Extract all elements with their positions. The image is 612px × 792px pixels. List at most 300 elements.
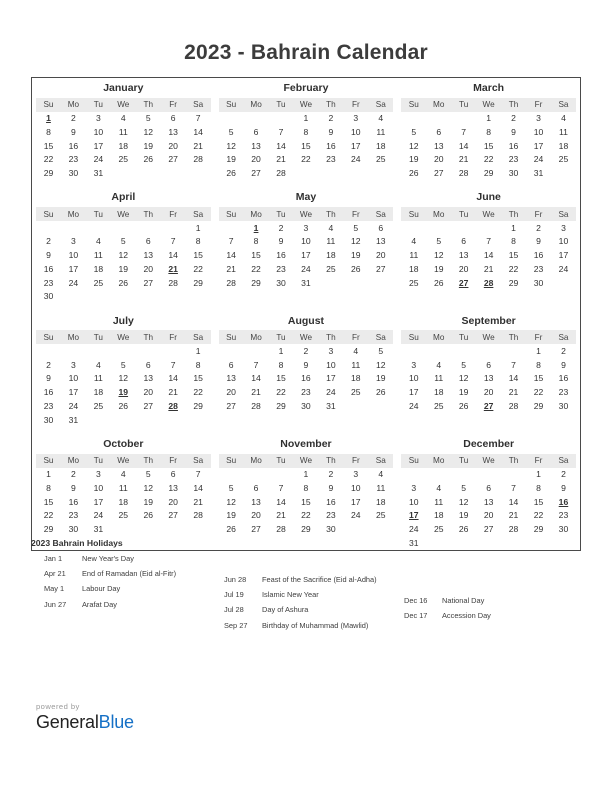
day-cell-july-17[interactable]: 17 — [68, 387, 79, 398]
day-cell-july-10[interactable]: 10 — [68, 373, 79, 384]
day-cell-may-3[interactable]: 3 — [303, 222, 309, 233]
day-cell-july-13[interactable]: 13 — [143, 373, 153, 384]
day-cell-october-26[interactable]: 26 — [143, 510, 153, 521]
day-cell-november-29[interactable]: 29 — [301, 524, 311, 535]
day-cell-may-5[interactable]: 5 — [353, 222, 359, 233]
day-cell-july-12[interactable]: 12 — [118, 373, 129, 384]
day-cell-september-7[interactable]: 7 — [511, 359, 516, 370]
day-cell-october-12[interactable]: 12 — [143, 482, 153, 493]
day-cell-november-27[interactable]: 27 — [251, 524, 261, 535]
day-cell-november-19[interactable]: 19 — [226, 510, 236, 521]
day-cell-july-11[interactable]: 11 — [93, 373, 103, 384]
day-cell-november-22[interactable]: 22 — [301, 510, 311, 521]
day-cell-january-6[interactable]: 6 — [170, 113, 176, 124]
day-cell-august-18[interactable]: 18 — [351, 373, 361, 384]
day-cell-march-30[interactable]: 30 — [508, 168, 519, 179]
day-cell-august-7[interactable]: 7 — [253, 359, 259, 370]
day-cell-may-31[interactable]: 31 — [301, 277, 311, 288]
day-cell-september-23[interactable]: 23 — [558, 387, 569, 398]
day-cell-december-13[interactable]: 13 — [483, 496, 494, 507]
day-cell-april-3[interactable]: 3 — [71, 236, 76, 247]
day-cell-november-25[interactable]: 25 — [376, 510, 386, 521]
day-cell-april-1[interactable]: 1 — [195, 222, 201, 233]
day-cell-april-11[interactable]: 11 — [93, 250, 103, 261]
day-cell-march-22[interactable]: 22 — [483, 154, 494, 165]
day-cell-january-15[interactable]: 15 — [43, 140, 54, 151]
day-cell-june-2[interactable]: 2 — [536, 222, 541, 233]
day-cell-december-23[interactable]: 23 — [558, 510, 569, 521]
day-cell-september-16[interactable]: 16 — [558, 373, 569, 384]
day-cell-holiday-january-1[interactable]: 1 — [46, 113, 51, 124]
day-cell-april-8[interactable]: 8 — [195, 236, 201, 247]
day-cell-june-10[interactable]: 10 — [558, 236, 569, 247]
day-cell-june-13[interactable]: 13 — [458, 250, 469, 261]
day-cell-october-11[interactable]: 11 — [118, 482, 128, 493]
day-cell-april-27[interactable]: 27 — [143, 277, 153, 288]
day-cell-november-4[interactable]: 4 — [378, 469, 384, 480]
day-cell-may-4[interactable]: 4 — [328, 222, 334, 233]
day-cell-october-30[interactable]: 30 — [68, 524, 79, 535]
day-cell-holiday-july-19[interactable]: 19 — [118, 387, 129, 398]
day-cell-december-20[interactable]: 20 — [483, 510, 494, 521]
day-cell-september-19[interactable]: 19 — [458, 387, 469, 398]
day-cell-december-29[interactable]: 29 — [533, 524, 544, 535]
day-cell-november-30[interactable]: 30 — [326, 524, 336, 535]
day-cell-december-26[interactable]: 26 — [458, 524, 469, 535]
day-cell-june-24[interactable]: 24 — [558, 263, 569, 274]
day-cell-march-23[interactable]: 23 — [508, 154, 519, 165]
day-cell-august-13[interactable]: 13 — [226, 373, 236, 384]
day-cell-october-13[interactable]: 13 — [168, 482, 178, 493]
day-cell-may-8[interactable]: 8 — [253, 236, 259, 247]
day-cell-august-8[interactable]: 8 — [278, 359, 284, 370]
day-cell-june-8[interactable]: 8 — [511, 236, 516, 247]
day-cell-january-29[interactable]: 29 — [43, 168, 54, 179]
day-cell-february-11[interactable]: 11 — [376, 126, 386, 137]
day-cell-july-9[interactable]: 9 — [46, 373, 51, 384]
day-cell-june-9[interactable]: 9 — [536, 236, 541, 247]
day-cell-september-28[interactable]: 28 — [508, 400, 519, 411]
day-cell-february-16[interactable]: 16 — [326, 140, 336, 151]
day-cell-march-26[interactable]: 26 — [409, 168, 419, 179]
day-cell-may-6[interactable]: 6 — [378, 222, 384, 233]
day-cell-october-29[interactable]: 29 — [43, 524, 54, 535]
day-cell-january-9[interactable]: 9 — [71, 126, 76, 137]
day-cell-holiday-december-17[interactable]: 17 — [409, 510, 419, 521]
day-cell-march-5[interactable]: 5 — [411, 126, 417, 137]
day-cell-october-1[interactable]: 1 — [46, 469, 51, 480]
day-cell-january-20[interactable]: 20 — [168, 140, 178, 151]
day-cell-june-4[interactable]: 4 — [411, 236, 417, 247]
day-cell-october-15[interactable]: 15 — [43, 496, 54, 507]
day-cell-september-3[interactable]: 3 — [411, 359, 417, 370]
day-cell-march-31[interactable]: 31 — [533, 168, 544, 179]
day-cell-february-1[interactable]: 1 — [303, 113, 309, 124]
day-cell-november-8[interactable]: 8 — [303, 482, 309, 493]
day-cell-february-17[interactable]: 17 — [351, 140, 361, 151]
day-cell-august-14[interactable]: 14 — [251, 373, 261, 384]
day-cell-december-4[interactable]: 4 — [436, 482, 442, 493]
day-cell-january-19[interactable]: 19 — [143, 140, 153, 151]
day-cell-november-3[interactable]: 3 — [353, 469, 359, 480]
day-cell-november-7[interactable]: 7 — [278, 482, 284, 493]
day-cell-june-16[interactable]: 16 — [533, 250, 544, 261]
day-cell-december-22[interactable]: 22 — [533, 510, 544, 521]
day-cell-august-15[interactable]: 15 — [276, 373, 286, 384]
day-cell-september-10[interactable]: 10 — [409, 373, 419, 384]
day-cell-april-17[interactable]: 17 — [68, 263, 79, 274]
day-cell-holiday-september-27[interactable]: 27 — [483, 400, 494, 411]
day-cell-may-26[interactable]: 26 — [351, 263, 361, 274]
day-cell-january-8[interactable]: 8 — [46, 126, 51, 137]
day-cell-march-16[interactable]: 16 — [508, 140, 519, 151]
day-cell-march-12[interactable]: 12 — [409, 140, 419, 151]
day-cell-november-21[interactable]: 21 — [276, 510, 286, 521]
day-cell-july-6[interactable]: 6 — [145, 359, 151, 370]
day-cell-june-25[interactable]: 25 — [409, 277, 419, 288]
day-cell-december-18[interactable]: 18 — [433, 510, 444, 521]
day-cell-march-13[interactable]: 13 — [433, 140, 444, 151]
day-cell-december-8[interactable]: 8 — [536, 482, 541, 493]
day-cell-june-7[interactable]: 7 — [486, 236, 491, 247]
day-cell-august-30[interactable]: 30 — [301, 400, 311, 411]
day-cell-january-27[interactable]: 27 — [168, 154, 178, 165]
day-cell-january-14[interactable]: 14 — [193, 126, 203, 137]
day-cell-april-29[interactable]: 29 — [193, 277, 203, 288]
day-cell-february-25[interactable]: 25 — [376, 154, 386, 165]
day-cell-october-9[interactable]: 9 — [71, 482, 76, 493]
day-cell-october-20[interactable]: 20 — [168, 496, 178, 507]
day-cell-january-22[interactable]: 22 — [43, 154, 54, 165]
day-cell-february-18[interactable]: 18 — [376, 140, 386, 151]
day-cell-may-25[interactable]: 25 — [326, 263, 336, 274]
day-cell-may-2[interactable]: 2 — [278, 222, 284, 233]
day-cell-august-16[interactable]: 16 — [301, 373, 311, 384]
day-cell-july-29[interactable]: 29 — [193, 400, 203, 411]
day-cell-february-26[interactable]: 26 — [226, 168, 236, 179]
day-cell-may-21[interactable]: 21 — [226, 263, 236, 274]
day-cell-june-20[interactable]: 20 — [458, 263, 469, 274]
day-cell-february-15[interactable]: 15 — [301, 140, 311, 151]
day-cell-july-7[interactable]: 7 — [170, 359, 176, 370]
day-cell-may-28[interactable]: 28 — [226, 277, 236, 288]
day-cell-june-29[interactable]: 29 — [508, 277, 519, 288]
day-cell-october-8[interactable]: 8 — [46, 482, 51, 493]
day-cell-february-22[interactable]: 22 — [301, 154, 311, 165]
day-cell-april-12[interactable]: 12 — [118, 250, 129, 261]
day-cell-august-31[interactable]: 31 — [326, 400, 336, 411]
day-cell-august-5[interactable]: 5 — [378, 345, 384, 356]
day-cell-march-21[interactable]: 21 — [458, 154, 469, 165]
day-cell-december-7[interactable]: 7 — [511, 482, 516, 493]
day-cell-december-25[interactable]: 25 — [433, 524, 444, 535]
day-cell-july-5[interactable]: 5 — [120, 359, 126, 370]
day-cell-august-29[interactable]: 29 — [276, 400, 286, 411]
day-cell-november-15[interactable]: 15 — [301, 496, 311, 507]
day-cell-january-25[interactable]: 25 — [118, 154, 129, 165]
day-cell-june-5[interactable]: 5 — [436, 236, 442, 247]
day-cell-july-22[interactable]: 22 — [193, 387, 203, 398]
day-cell-may-12[interactable]: 12 — [351, 236, 361, 247]
day-cell-may-27[interactable]: 27 — [376, 263, 386, 274]
day-cell-september-5[interactable]: 5 — [461, 359, 467, 370]
day-cell-march-15[interactable]: 15 — [483, 140, 494, 151]
day-cell-march-18[interactable]: 18 — [558, 140, 569, 151]
day-cell-april-30[interactable]: 30 — [43, 291, 54, 302]
day-cell-march-10[interactable]: 10 — [533, 126, 544, 137]
day-cell-august-19[interactable]: 19 — [376, 373, 386, 384]
day-cell-may-19[interactable]: 19 — [351, 250, 361, 261]
day-cell-august-22[interactable]: 22 — [276, 387, 286, 398]
day-cell-may-15[interactable]: 15 — [251, 250, 261, 261]
day-cell-july-15[interactable]: 15 — [193, 373, 203, 384]
day-cell-september-30[interactable]: 30 — [558, 400, 569, 411]
day-cell-april-10[interactable]: 10 — [68, 250, 79, 261]
day-cell-march-17[interactable]: 17 — [533, 140, 544, 151]
day-cell-june-14[interactable]: 14 — [483, 250, 494, 261]
day-cell-april-20[interactable]: 20 — [143, 263, 153, 274]
day-cell-december-1[interactable]: 1 — [536, 469, 541, 480]
day-cell-august-21[interactable]: 21 — [251, 387, 261, 398]
day-cell-october-4[interactable]: 4 — [120, 469, 126, 480]
day-cell-november-1[interactable]: 1 — [303, 469, 309, 480]
day-cell-december-24[interactable]: 24 — [409, 524, 419, 535]
day-cell-july-27[interactable]: 27 — [143, 400, 153, 411]
day-cell-september-17[interactable]: 17 — [409, 387, 419, 398]
day-cell-march-19[interactable]: 19 — [409, 154, 419, 165]
day-cell-october-19[interactable]: 19 — [143, 496, 153, 507]
day-cell-july-2[interactable]: 2 — [46, 359, 51, 370]
day-cell-september-2[interactable]: 2 — [561, 345, 566, 356]
day-cell-december-6[interactable]: 6 — [486, 482, 491, 493]
day-cell-october-31[interactable]: 31 — [93, 524, 104, 535]
day-cell-february-8[interactable]: 8 — [303, 126, 309, 137]
day-cell-may-13[interactable]: 13 — [376, 236, 386, 247]
day-cell-april-4[interactable]: 4 — [95, 236, 101, 247]
day-cell-december-28[interactable]: 28 — [508, 524, 519, 535]
day-cell-february-21[interactable]: 21 — [276, 154, 286, 165]
day-cell-june-3[interactable]: 3 — [561, 222, 566, 233]
day-cell-june-21[interactable]: 21 — [483, 263, 494, 274]
day-cell-october-3[interactable]: 3 — [95, 469, 101, 480]
day-cell-may-14[interactable]: 14 — [226, 250, 236, 261]
day-cell-november-23[interactable]: 23 — [326, 510, 336, 521]
day-cell-may-30[interactable]: 30 — [276, 277, 286, 288]
day-cell-july-4[interactable]: 4 — [95, 359, 101, 370]
day-cell-june-6[interactable]: 6 — [461, 236, 467, 247]
day-cell-december-15[interactable]: 15 — [533, 496, 544, 507]
day-cell-october-27[interactable]: 27 — [168, 510, 178, 521]
day-cell-january-23[interactable]: 23 — [68, 154, 79, 165]
day-cell-october-24[interactable]: 24 — [93, 510, 104, 521]
day-cell-february-10[interactable]: 10 — [351, 126, 361, 137]
day-cell-june-15[interactable]: 15 — [508, 250, 519, 261]
day-cell-february-14[interactable]: 14 — [276, 140, 286, 151]
day-cell-december-5[interactable]: 5 — [461, 482, 467, 493]
day-cell-august-24[interactable]: 24 — [326, 387, 336, 398]
day-cell-march-6[interactable]: 6 — [436, 126, 442, 137]
day-cell-may-23[interactable]: 23 — [276, 263, 286, 274]
day-cell-june-30[interactable]: 30 — [533, 277, 544, 288]
day-cell-january-4[interactable]: 4 — [120, 113, 126, 124]
day-cell-january-30[interactable]: 30 — [68, 168, 79, 179]
day-cell-december-9[interactable]: 9 — [561, 482, 566, 493]
day-cell-january-17[interactable]: 17 — [93, 140, 104, 151]
day-cell-september-13[interactable]: 13 — [483, 373, 494, 384]
day-cell-august-1[interactable]: 1 — [278, 345, 284, 356]
day-cell-may-18[interactable]: 18 — [326, 250, 336, 261]
day-cell-march-8[interactable]: 8 — [486, 126, 491, 137]
day-cell-june-26[interactable]: 26 — [433, 277, 444, 288]
day-cell-march-7[interactable]: 7 — [461, 126, 467, 137]
day-cell-january-2[interactable]: 2 — [71, 113, 76, 124]
day-cell-march-29[interactable]: 29 — [483, 168, 494, 179]
day-cell-october-7[interactable]: 7 — [195, 469, 201, 480]
day-cell-april-24[interactable]: 24 — [68, 277, 79, 288]
day-cell-november-18[interactable]: 18 — [376, 496, 386, 507]
day-cell-november-17[interactable]: 17 — [351, 496, 361, 507]
day-cell-july-16[interactable]: 16 — [43, 387, 54, 398]
day-cell-may-17[interactable]: 17 — [301, 250, 311, 261]
day-cell-august-4[interactable]: 4 — [353, 345, 359, 356]
day-cell-september-29[interactable]: 29 — [533, 400, 544, 411]
day-cell-november-2[interactable]: 2 — [328, 469, 334, 480]
day-cell-august-2[interactable]: 2 — [303, 345, 309, 356]
day-cell-october-6[interactable]: 6 — [170, 469, 176, 480]
day-cell-march-4[interactable]: 4 — [561, 113, 566, 124]
day-cell-may-9[interactable]: 9 — [278, 236, 284, 247]
day-cell-september-8[interactable]: 8 — [536, 359, 541, 370]
day-cell-february-28[interactable]: 28 — [276, 168, 286, 179]
day-cell-august-26[interactable]: 26 — [376, 387, 386, 398]
day-cell-september-4[interactable]: 4 — [436, 359, 442, 370]
day-cell-february-4[interactable]: 4 — [378, 113, 384, 124]
day-cell-april-13[interactable]: 13 — [143, 250, 153, 261]
day-cell-march-28[interactable]: 28 — [458, 168, 469, 179]
day-cell-april-15[interactable]: 15 — [193, 250, 203, 261]
day-cell-january-11[interactable]: 11 — [118, 126, 128, 137]
day-cell-may-10[interactable]: 10 — [301, 236, 311, 247]
day-cell-august-9[interactable]: 9 — [303, 359, 309, 370]
day-cell-october-23[interactable]: 23 — [68, 510, 79, 521]
day-cell-december-3[interactable]: 3 — [411, 482, 417, 493]
day-cell-august-3[interactable]: 3 — [328, 345, 334, 356]
day-cell-july-26[interactable]: 26 — [118, 400, 129, 411]
day-cell-january-24[interactable]: 24 — [93, 154, 104, 165]
day-cell-august-10[interactable]: 10 — [326, 359, 336, 370]
day-cell-march-11[interactable]: 11 — [558, 126, 568, 137]
day-cell-december-31[interactable]: 31 — [409, 537, 419, 548]
day-cell-may-11[interactable]: 11 — [326, 236, 336, 247]
day-cell-february-7[interactable]: 7 — [278, 126, 284, 137]
day-cell-july-14[interactable]: 14 — [168, 373, 178, 384]
day-cell-july-25[interactable]: 25 — [93, 400, 104, 411]
day-cell-june-18[interactable]: 18 — [409, 263, 419, 274]
day-cell-march-20[interactable]: 20 — [433, 154, 444, 165]
day-cell-september-6[interactable]: 6 — [486, 359, 491, 370]
day-cell-october-2[interactable]: 2 — [71, 469, 76, 480]
day-cell-december-27[interactable]: 27 — [483, 524, 494, 535]
day-cell-holiday-june-27[interactable]: 27 — [458, 277, 469, 288]
day-cell-july-3[interactable]: 3 — [71, 359, 76, 370]
day-cell-october-14[interactable]: 14 — [193, 482, 203, 493]
day-cell-october-18[interactable]: 18 — [118, 496, 129, 507]
day-cell-september-25[interactable]: 25 — [433, 400, 444, 411]
day-cell-january-31[interactable]: 31 — [93, 168, 104, 179]
day-cell-may-24[interactable]: 24 — [301, 263, 311, 274]
day-cell-november-20[interactable]: 20 — [251, 510, 261, 521]
day-cell-august-28[interactable]: 28 — [251, 400, 261, 411]
day-cell-september-26[interactable]: 26 — [458, 400, 469, 411]
day-cell-september-12[interactable]: 12 — [458, 373, 469, 384]
day-cell-march-24[interactable]: 24 — [533, 154, 544, 165]
day-cell-holiday-april-21[interactable]: 21 — [168, 263, 178, 274]
day-cell-january-13[interactable]: 13 — [168, 126, 178, 137]
day-cell-june-23[interactable]: 23 — [533, 263, 544, 274]
day-cell-january-7[interactable]: 7 — [195, 113, 201, 124]
day-cell-october-10[interactable]: 10 — [93, 482, 104, 493]
day-cell-september-15[interactable]: 15 — [533, 373, 544, 384]
day-cell-august-6[interactable]: 6 — [228, 359, 234, 370]
day-cell-january-12[interactable]: 12 — [143, 126, 153, 137]
day-cell-august-17[interactable]: 17 — [326, 373, 336, 384]
day-cell-february-9[interactable]: 9 — [328, 126, 334, 137]
day-cell-holiday-may-1[interactable]: 1 — [253, 222, 259, 233]
day-cell-december-19[interactable]: 19 — [458, 510, 469, 521]
day-cell-january-16[interactable]: 16 — [68, 140, 79, 151]
day-cell-november-6[interactable]: 6 — [253, 482, 259, 493]
day-cell-september-18[interactable]: 18 — [433, 387, 444, 398]
day-cell-december-10[interactable]: 10 — [409, 496, 419, 507]
day-cell-august-20[interactable]: 20 — [226, 387, 236, 398]
day-cell-september-14[interactable]: 14 — [508, 373, 519, 384]
day-cell-september-9[interactable]: 9 — [561, 359, 566, 370]
day-cell-september-21[interactable]: 21 — [508, 387, 519, 398]
day-cell-april-18[interactable]: 18 — [93, 263, 104, 274]
day-cell-february-27[interactable]: 27 — [251, 168, 261, 179]
day-cell-february-5[interactable]: 5 — [228, 126, 234, 137]
day-cell-july-8[interactable]: 8 — [195, 359, 201, 370]
day-cell-may-20[interactable]: 20 — [376, 250, 386, 261]
day-cell-july-18[interactable]: 18 — [93, 387, 104, 398]
day-cell-november-13[interactable]: 13 — [251, 496, 261, 507]
day-cell-july-31[interactable]: 31 — [68, 414, 79, 425]
day-cell-november-10[interactable]: 10 — [351, 482, 361, 493]
day-cell-november-26[interactable]: 26 — [226, 524, 236, 535]
day-cell-december-12[interactable]: 12 — [458, 496, 469, 507]
day-cell-february-19[interactable]: 19 — [226, 154, 236, 165]
day-cell-february-24[interactable]: 24 — [351, 154, 361, 165]
day-cell-april-26[interactable]: 26 — [118, 277, 129, 288]
day-cell-october-25[interactable]: 25 — [118, 510, 129, 521]
day-cell-december-30[interactable]: 30 — [558, 524, 569, 535]
day-cell-holiday-june-28[interactable]: 28 — [483, 277, 494, 288]
day-cell-june-1[interactable]: 1 — [511, 222, 516, 233]
day-cell-december-21[interactable]: 21 — [508, 510, 519, 521]
day-cell-february-20[interactable]: 20 — [251, 154, 261, 165]
day-cell-june-22[interactable]: 22 — [508, 263, 519, 274]
day-cell-december-14[interactable]: 14 — [508, 496, 519, 507]
day-cell-june-17[interactable]: 17 — [558, 250, 569, 261]
day-cell-december-11[interactable]: 11 — [434, 496, 444, 507]
day-cell-march-3[interactable]: 3 — [536, 113, 541, 124]
day-cell-november-9[interactable]: 9 — [328, 482, 334, 493]
day-cell-august-25[interactable]: 25 — [351, 387, 361, 398]
day-cell-june-11[interactable]: 11 — [409, 250, 419, 261]
day-cell-september-20[interactable]: 20 — [483, 387, 494, 398]
day-cell-april-19[interactable]: 19 — [118, 263, 129, 274]
day-cell-november-5[interactable]: 5 — [228, 482, 234, 493]
